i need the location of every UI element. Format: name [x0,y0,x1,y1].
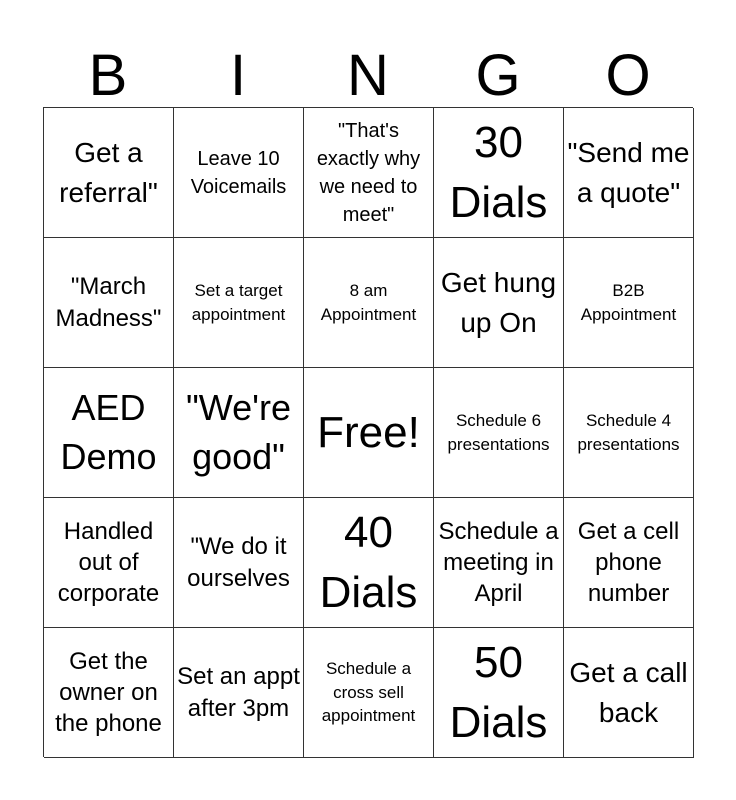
bingo-grid [43,107,693,757]
cell-label: 50 Dials [449,638,548,747]
bingo-cell[interactable] [564,238,694,368]
bingo-cell[interactable] [174,498,304,628]
cell-label: Get the owner on the phone [55,647,162,738]
bingo-cell[interactable] [434,238,564,368]
cell-label: Get a cell phone number [577,517,680,608]
cell-label: "Send me a quote" [567,137,690,208]
cell-label: AED Demo [60,386,157,477]
bingo-cell[interactable] [564,628,694,758]
cell-label: Schedule 4 presentations [577,410,680,454]
cell-label: "March Madness" [55,273,162,332]
bingo-cell[interactable] [44,628,174,758]
cell-label: Set a target appointment [191,280,286,324]
header-letter-o: O [605,43,651,108]
bingo-header [43,44,693,108]
cell-label: B2B Appointment [580,280,677,324]
bingo-cell[interactable] [44,498,174,628]
bingo-cell[interactable] [44,108,174,238]
bingo-cell[interactable] [564,368,694,498]
bingo-cell[interactable] [174,108,304,238]
bingo-cell[interactable] [434,368,564,498]
bingo-cell[interactable] [44,368,174,498]
bingo-cell[interactable] [174,628,304,758]
bingo-cell[interactable] [564,498,694,628]
bingo-cell[interactable] [564,108,694,238]
cell-label: Handled out of corporate [57,517,160,608]
cell-label: Schedule 6 presentations [447,410,550,454]
cell-label: Get a call back [569,657,688,728]
cell-label: Set an appt after 3pm [177,663,300,722]
bingo-cell[interactable] [174,368,304,498]
bingo-cell[interactable] [304,628,434,758]
cell-label: Get a referral" [59,137,158,208]
bingo-cell[interactable] [434,498,564,628]
bingo-cell[interactable] [44,238,174,368]
bingo-cell[interactable] [304,498,434,628]
bingo-cell[interactable] [174,238,304,368]
cell-label: 30 Dials [449,118,548,227]
cell-label: Schedule a cross sell appointment [321,658,416,726]
cell-label: Get hung up On [440,267,557,338]
free-space-cell[interactable] [304,368,434,498]
cell-label: Leave 10 Voicemails [190,147,287,198]
free-space-label: Free! [317,407,420,457]
header-letter-g: G [475,43,521,108]
cell-label: 40 Dials [319,508,418,617]
bingo-cell[interactable] [304,108,434,238]
cell-label: "That's exactly why we need to meet" [316,119,421,226]
cell-label: Schedule a meeting in April [438,517,559,608]
header-letter-n: N [347,43,389,108]
bingo-cell[interactable] [434,108,564,238]
cell-label: "We're good" [185,386,291,477]
cell-label: 8 am Appointment [320,280,417,324]
bingo-cell[interactable] [304,238,434,368]
header-letter-b: B [88,43,128,108]
cell-label: "We do it ourselves [187,533,290,592]
header-letter-i: I [229,43,247,108]
bingo-cell[interactable] [434,628,564,758]
